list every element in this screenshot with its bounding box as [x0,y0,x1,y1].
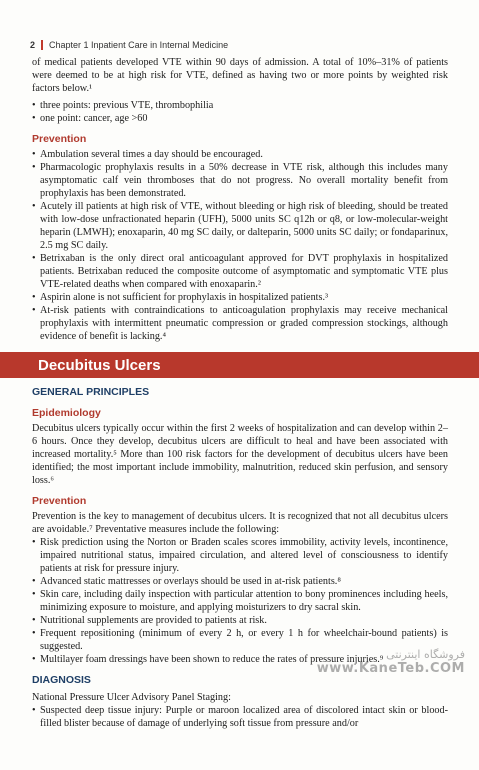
prevention-ulcer-list [32,536,448,666]
list-item: • Aspirin alone is not sufficient for prophylaxis in hospitalized patients.³ [32,291,448,304]
list-item: • Skin care, including daily inspection with particular attention to bony prominences including heels, minimizing exposure to moisture, and applying moisturizers to dry sacral skin. [32,588,448,614]
section-title: Decubitus Ulcers [38,356,161,374]
list-item: • three points: previous VTE, thrombophilia [32,99,448,112]
list-item: • Risk prediction using the Norton or Braden scales scores immobility, activity levels, incontinence, impaired nutritional status, impaired circulation, and altered level of consciousness to identify patients at risk for pressure injury. [32,536,448,575]
page-number: 2 [30,40,36,50]
list-item: • Betrixaban is the only direct oral anticoagulant approved for DVT prophylaxis in hospitalized patients. Betrixaban reduced the composite outcome of asymptomatic and symptomatic VTE plus VTE-related deaths when compared with enoxaparin.² [32,252,448,291]
list-item: • Nutritional supplements are provided to patients at risk. [32,614,448,627]
running-head [30,40,450,50]
page-content [32,56,448,730]
staging-label: National Pressure Ulcer Advisory Panel Staging: [32,692,231,703]
list-item: • Acutely ill patients at high risk of VTE, without bleeding or high risk of bleeding, should be treated with low-dose unfractionated heparin (UFH), 5000 units SC q12h or q8, or low-molecular-weight heparin (LMWH); enoxaparin, 40 mg SC daily, or dalteparin, 5000 units SC daily; or fondaparinux, 2.5 mg SC daily. [32,200,448,252]
general-principles-heading: GENERAL PRINCIPLES [32,386,150,398]
prevention-vte-heading: Prevention [32,133,87,145]
diagnosis-heading: DIAGNOSIS [32,674,91,686]
list-item: • At-risk patients with contraindications to anticoagulation prophylaxis may receive mechanical prophylaxis with intermittent pneumatic compression or graded compression stockings, although evidence of benefit is lacking.⁴ [32,304,448,343]
staging-list [32,704,448,730]
prevention-ulcer-paragraph: Prevention is the key to management of decubitus ulcers. It is recognized that not all decubitus ulcers are avoidable.⁷ Preventative measures include the following: [32,511,448,535]
header-divider [41,40,43,50]
list-item: • one point: cancer, age >60 [32,112,448,125]
list-item: • Advanced static mattresses or overlays should be used in at-risk patients.⁸ [32,575,448,588]
prevention-ulcer-heading: Prevention [32,495,87,507]
list-item: • Frequent repositioning (minimum of every 2 h, or every 1 h for wheelchair-bound patients) is suggested. [32,627,448,653]
watermark-url: www.KaneTeb.COM [316,661,465,676]
section-banner [0,352,479,378]
list-item: • Pharmacologic prophylaxis results in a 50% decrease in VTE risk, although this includes many asymptomatic calf vein thromboses that do not progress. No overall mortality benefit from prophylaxis has been demonstrated. [32,161,448,200]
chapter-title: Chapter 1 Inpatient Care in Internal Medicine [49,40,229,50]
epidemiology-heading: Epidemiology [32,407,101,419]
prevention-vte-list [32,148,448,343]
list-item: • Suspected deep tissue injury: Purple or maroon localized area of discolored intact skin or blood-filled blister because of damage of underlying soft tissue from pressure and/or [32,704,448,730]
risk-points-list [32,99,448,125]
list-item: • Multilayer foam dressings have been shown to reduce the rates of pressure injuries.⁹ [32,653,448,666]
epidemiology-paragraph: Decubitus ulcers typically occur within the first 2 weeks of hospitalization and can develop within 2–6 hours. Once they develop, decubitus ulcers are difficult to heal and have been associated with increased mortality.⁵ More than 100 risk factors for the development of decubitus ulcers have been identified; the most important include immobility, malnutrition, reduced skin perfusion, and sensory loss.⁶ [32,423,448,486]
list-item: • Ambulation several times a day should be encouraged. [32,148,448,161]
watermark-text: فروشگاه اینترنتی [386,648,465,661]
intro-paragraph: of medical patients developed VTE within 90 days of admission. A total of 10%–31% of patients were deemed to be at high risk for VTE, defined as having two or more points by weighted risk factors below.¹ [32,57,448,94]
